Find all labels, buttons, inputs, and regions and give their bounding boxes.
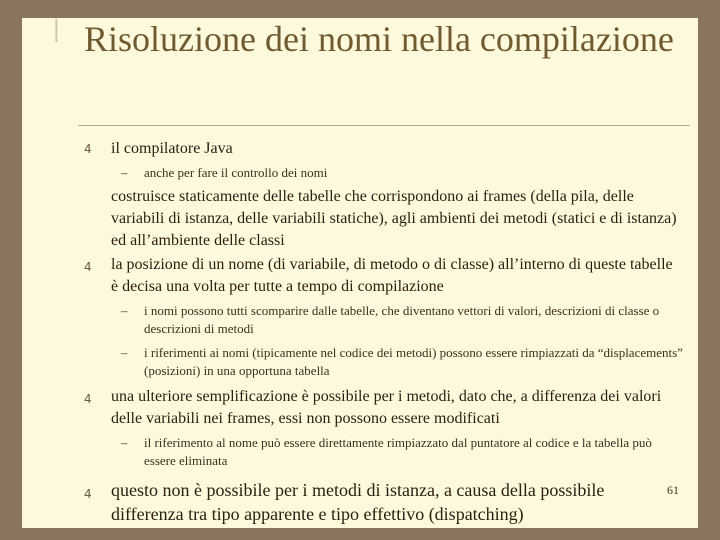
binder-ring bbox=[55, 20, 57, 21]
title-divider bbox=[78, 125, 690, 126]
dash-icon: – bbox=[121, 435, 128, 450]
sub-bullet-text: i riferimenti ai nomi (tipicamente nel codice dei metodi) possono essere rimpiazzati da “displacements” (posizioni) in una opportuna tabella bbox=[144, 345, 683, 378]
binder-ring bbox=[55, 23, 57, 24]
bullet-text: una ulteriore semplificazione è possibile per i metodi, dato che, a differenza dei valori delle variabili nei frames, essi non possono essere modificati bbox=[111, 388, 662, 427]
bullet-text: il compilatore Java bbox=[111, 140, 233, 157]
binder-ring bbox=[55, 40, 57, 41]
binder-ring bbox=[55, 39, 57, 40]
binder-ring bbox=[55, 27, 57, 28]
slide bbox=[22, 18, 698, 528]
binder-ring bbox=[55, 41, 57, 42]
binder-ring bbox=[55, 26, 57, 27]
binder-ring bbox=[55, 28, 57, 29]
bullet-icon: 4 bbox=[84, 392, 92, 406]
binder-ring bbox=[55, 32, 57, 33]
paragraph-text: costruisce staticamente delle tabelle che corrispondono ai frames (della pila, delle variabili di istanza, delle variabili statiche), agli ambienti dei metodi (statici e di istanza) ed all’ambiente delle classi bbox=[111, 188, 677, 249]
binder-ring bbox=[55, 19, 57, 20]
dash-icon: – bbox=[121, 345, 128, 360]
binder-ring bbox=[55, 24, 57, 25]
page-number: 61 bbox=[667, 483, 679, 497]
sub-bullet-text: anche per fare il controllo dei nomi bbox=[144, 165, 328, 180]
binder-ring bbox=[55, 25, 57, 26]
bullet-text: la posizione di un nome (di variabile, di metodo o di classe) all’interno di queste tabelle è decisa una volta per tutte a tempo di compilazione bbox=[111, 256, 673, 295]
binder-ring bbox=[55, 22, 57, 23]
binder-ring bbox=[55, 34, 57, 35]
binder-ring bbox=[55, 38, 57, 39]
spiral-binding-icon bbox=[22, 18, 92, 42]
binder-ring bbox=[55, 21, 57, 22]
dash-icon: – bbox=[121, 165, 128, 180]
binder-ring bbox=[55, 35, 57, 36]
slide-title: Risoluzione dei nomi nella compilazione bbox=[84, 19, 674, 59]
binder-ring bbox=[55, 29, 57, 30]
sub-bullet-text: il riferimento al nome può essere direttamente rimpiazzato dal puntatore al codice e la tabella può essere eliminata bbox=[144, 435, 652, 468]
binder-ring bbox=[55, 33, 57, 34]
bullet-text: questo non è possibile per i metodi di istanza, a causa della possibile differenza tra tipo apparente e tipo effettivo (dispatching) bbox=[111, 480, 605, 524]
sub-bullet-text: i nomi possono tutti scomparire dalle tabelle, che diventano vettori di valori, descrizioni di classe o descrizioni di metodi bbox=[144, 303, 660, 336]
binder-ring bbox=[55, 31, 57, 32]
bullet-icon: 4 bbox=[84, 487, 92, 501]
dash-icon: – bbox=[121, 303, 128, 318]
binder-ring bbox=[55, 36, 57, 37]
bullet-icon: 4 bbox=[84, 260, 92, 274]
binder-ring bbox=[55, 37, 57, 38]
bullet-icon: 4 bbox=[84, 142, 92, 156]
